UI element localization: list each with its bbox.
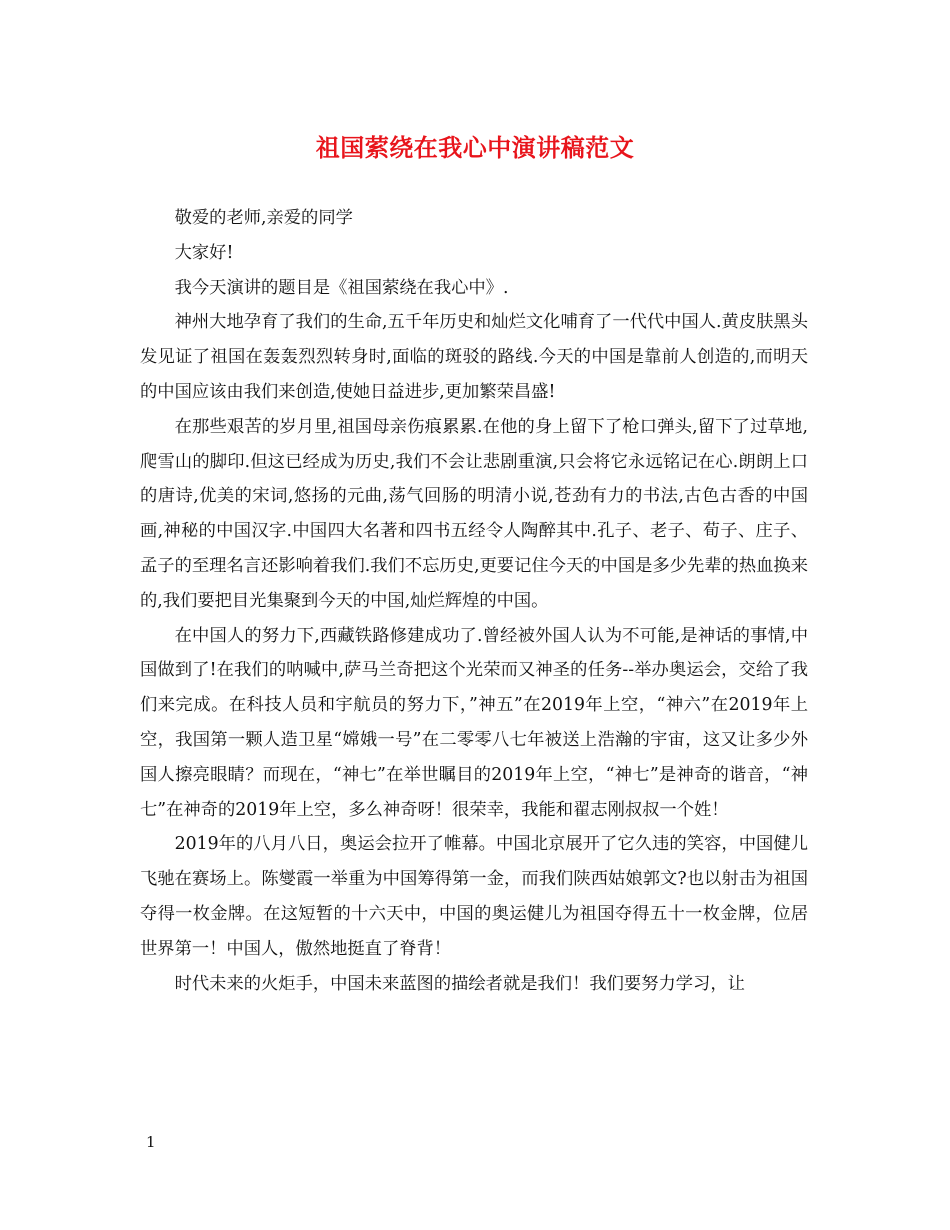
paragraph: 在那些艰苦的岁月里,祖国母亲伤痕累累.在他的身上留下了枪口弹头,留下了过草地,爬雪山的脚印.但这已经成为历史,我们不会让悲剧重演,只会将它永远铭记在心.朗朗上口的唐诗,优美的宋词,悠扬的元曲,荡气回肠的明清小说,苍劲有力的书法,古色古香的中国画,神秘的中国汉字.中国四大名著和四书五经令人陶醉其中.孔子、老子、荀子、庄子、孟子的至理名言还影响着我们.我们不忘历史,更要记住今天的中国是多少先辈的热血换来的,我们要把目光集聚到今天的中国,灿烂辉煌的中国。 [140,416,808,611]
paragraph-greeting: 大家好! [174,242,234,263]
paragraph: 2019年的八月八日，奥运会拉开了帷幕。中国北京展开了它久违的笑容，中国健儿飞驰在赛场上。陈燮霞一举重为中国筹得第一金，而我们陕西姑娘郭文?也以射击为祖国夺得一枚金牌。在这短暂的十六天中，中国的奥运健儿为祖国夺得五十一枚金牌，位居世界第一！中国人，傲然地挺直了脊背！ [140,834,808,959]
document-title: 祖国萦绕在我心中演讲稿范文 [315,134,635,162]
paragraph-topic: 我今天演讲的题目是《祖国萦绕在我心中》. [174,277,509,298]
document-body [140,201,808,1001]
paragraph-salutation: 敬爱的老师,亲爱的同学 [174,208,353,228]
paragraph: 在中国人的努力下,西藏铁路修建成功了.曾经被外国人认为不可能,是神话的事情,中国做到了!在我们的呐喊中,萨马兰奇把这个光荣而又神圣的任务--举办奥运会，交给了我们来完成。在科技人员和宇航员的努力下，”神五”在2019年上空，“神六”在2019年上空，我国第一颗人造卫星“嫦娥一号”在二零零八七年被送上浩瀚的宇宙，这又让多少外国人擦亮眼睛？而现在，“神七”在举世瞩目的2019年上空，“神七”是神奇的谐音，“神七”在神奇的2019年上空，多么神奇呀！很荣幸，我能和翟志刚叔叔一个姓！ [140,625,808,820]
paragraph: 神州大地孕育了我们的生命,五千年历史和灿烂文化哺育了一代代中国人.黄皮肤黑头发见证了祖国在轰轰烈烈转身时,面临的斑驳的路线.今天的中国是靠前人创造的,而明天的中国应该由我们来创造,使她日益进步,更加繁荣昌盛! [140,312,808,402]
paragraph: 时代未来的火炬手，中国未来蓝图的描绘者就是我们！我们要努力学习，让 [174,973,745,994]
page-number: 1 [146,1133,156,1151]
